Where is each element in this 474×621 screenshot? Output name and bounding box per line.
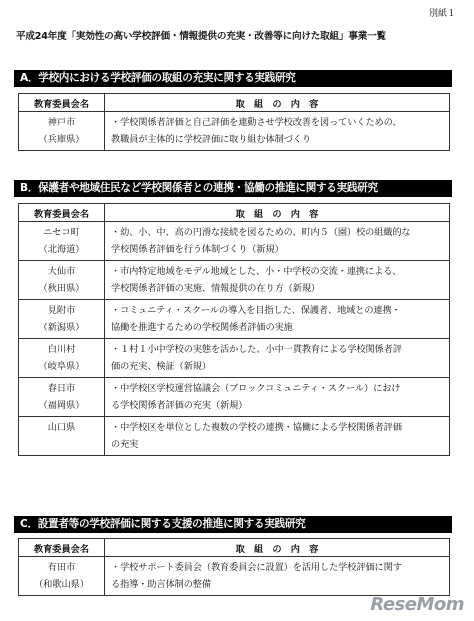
table-row [19, 417, 450, 456]
content-line: ・学校サポート委員会（教育委員会に設置）を活用した学校評価に関す [111, 562, 402, 573]
content-line: ・市内特定地域をモデル地域とした、小・中学校の交流・連携による、 [111, 266, 402, 277]
content-line: 協働を推進するための学校関係者評価の実施 [111, 322, 293, 333]
header-board: 教育委員会名 [19, 94, 105, 112]
content-cell [105, 378, 450, 417]
board-name-cell [19, 222, 105, 261]
board-name-cell [19, 261, 105, 300]
header-content: 取 組 の 内 容 [105, 539, 450, 557]
annex-label: 別紙１ [428, 9, 456, 19]
section-c-heading: C．設置者等の学校評価に関する支援の推進に関する実践研究 [14, 516, 452, 533]
board-prefecture: （岐阜県） [38, 361, 85, 372]
table-header-row [19, 94, 450, 112]
board-prefecture: （秋田県） [38, 283, 85, 294]
content-cell [105, 261, 450, 300]
table-header-row [19, 204, 450, 222]
table-row [19, 112, 450, 151]
table-row [19, 557, 450, 596]
content-cell [105, 339, 450, 378]
section-a-heading: A．学校内における学校評価の取組の充実に関する実践研究 [14, 70, 452, 87]
board-name: 白川村 [47, 344, 76, 355]
content-line: 教職員が主体的に学校評価に取り組む体制づくり [111, 134, 311, 145]
table-header-row [19, 539, 450, 557]
board-name-cell [19, 417, 105, 456]
content-line: ・幼、小、中、高の円滑な接続を図るための、町内５（園）校の組織的な [111, 227, 411, 238]
content-cell [105, 417, 450, 456]
document-title: 平成24年度「実効性の高い学校評価・情報提供の充実・改善等に向けた取組」事業一覧 [16, 31, 386, 42]
board-prefecture: （北海道） [38, 244, 85, 255]
content-line: の充実 [111, 439, 139, 450]
section-a-table [18, 93, 450, 151]
board-prefecture: （新潟県） [38, 322, 85, 333]
board-name-cell [19, 112, 105, 151]
content-line: る学校関係者評価の充実（新規） [111, 400, 248, 411]
content-line: 価の充実、検証（新規） [111, 361, 211, 372]
board-name-cell [19, 557, 105, 596]
board-name: 山口県 [47, 422, 76, 433]
content-line: 学校関係者評価の実施、情報提供の在り方（新規） [111, 283, 321, 294]
content-cell [105, 222, 450, 261]
board-name-cell [19, 339, 105, 378]
section-b-heading: B．保護者や地域住民など学校関係者との連携・協働の推進に関する実践研究 [14, 180, 452, 197]
table-row [19, 300, 450, 339]
board-prefecture: （兵庫県） [38, 134, 85, 145]
header-content: 取 組 の 内 容 [105, 94, 450, 112]
section-c-table [18, 538, 450, 596]
section-b-table [18, 203, 450, 456]
table-row [19, 378, 450, 417]
table-row [19, 261, 450, 300]
content-line: ・コミュニティ・スクールの導入を目指した、保護者、地域との連携・ [111, 305, 401, 316]
resemom-watermark-logo: ReseMom [370, 594, 464, 615]
content-cell [105, 112, 450, 151]
board-name-cell [19, 378, 105, 417]
board-prefecture: （和歌山県） [33, 579, 90, 590]
board-name: ニセコ町 [43, 227, 80, 238]
board-prefecture: （福岡県） [38, 400, 85, 411]
table-row [19, 222, 450, 261]
board-name-cell [19, 300, 105, 339]
table-row [19, 339, 450, 378]
content-line: ・１村１小中学校の実態を活かした、小中一貫教育による学校関係者評 [111, 344, 402, 355]
content-cell [105, 557, 450, 596]
header-board: 教育委員会名 [19, 204, 105, 222]
board-name: 大仙市 [47, 266, 76, 277]
board-name: 春日市 [47, 383, 76, 394]
board-name: 見附市 [47, 305, 76, 316]
header-content: 取 組 の 内 容 [105, 204, 450, 222]
content-line: 学校関係者評価を行う体制づくり（新規） [111, 244, 284, 255]
board-name: 有田市 [47, 562, 76, 573]
content-line: ・中学校区を単位とした複数の学校の連携・協働による学校関係者評価 [111, 422, 402, 433]
content-line: ・中学校区学校運営協議会（ブロックコミュニティ・スクール）におけ [111, 383, 401, 394]
content-line: る指導・助言体制の整備 [111, 579, 211, 590]
header-board: 教育委員会名 [19, 539, 105, 557]
content-line: ・学校関係者評価と自己評価を連動させ学校改善を図っていくための、 [111, 117, 402, 128]
board-name: 神戸市 [47, 117, 76, 128]
content-cell [105, 300, 450, 339]
